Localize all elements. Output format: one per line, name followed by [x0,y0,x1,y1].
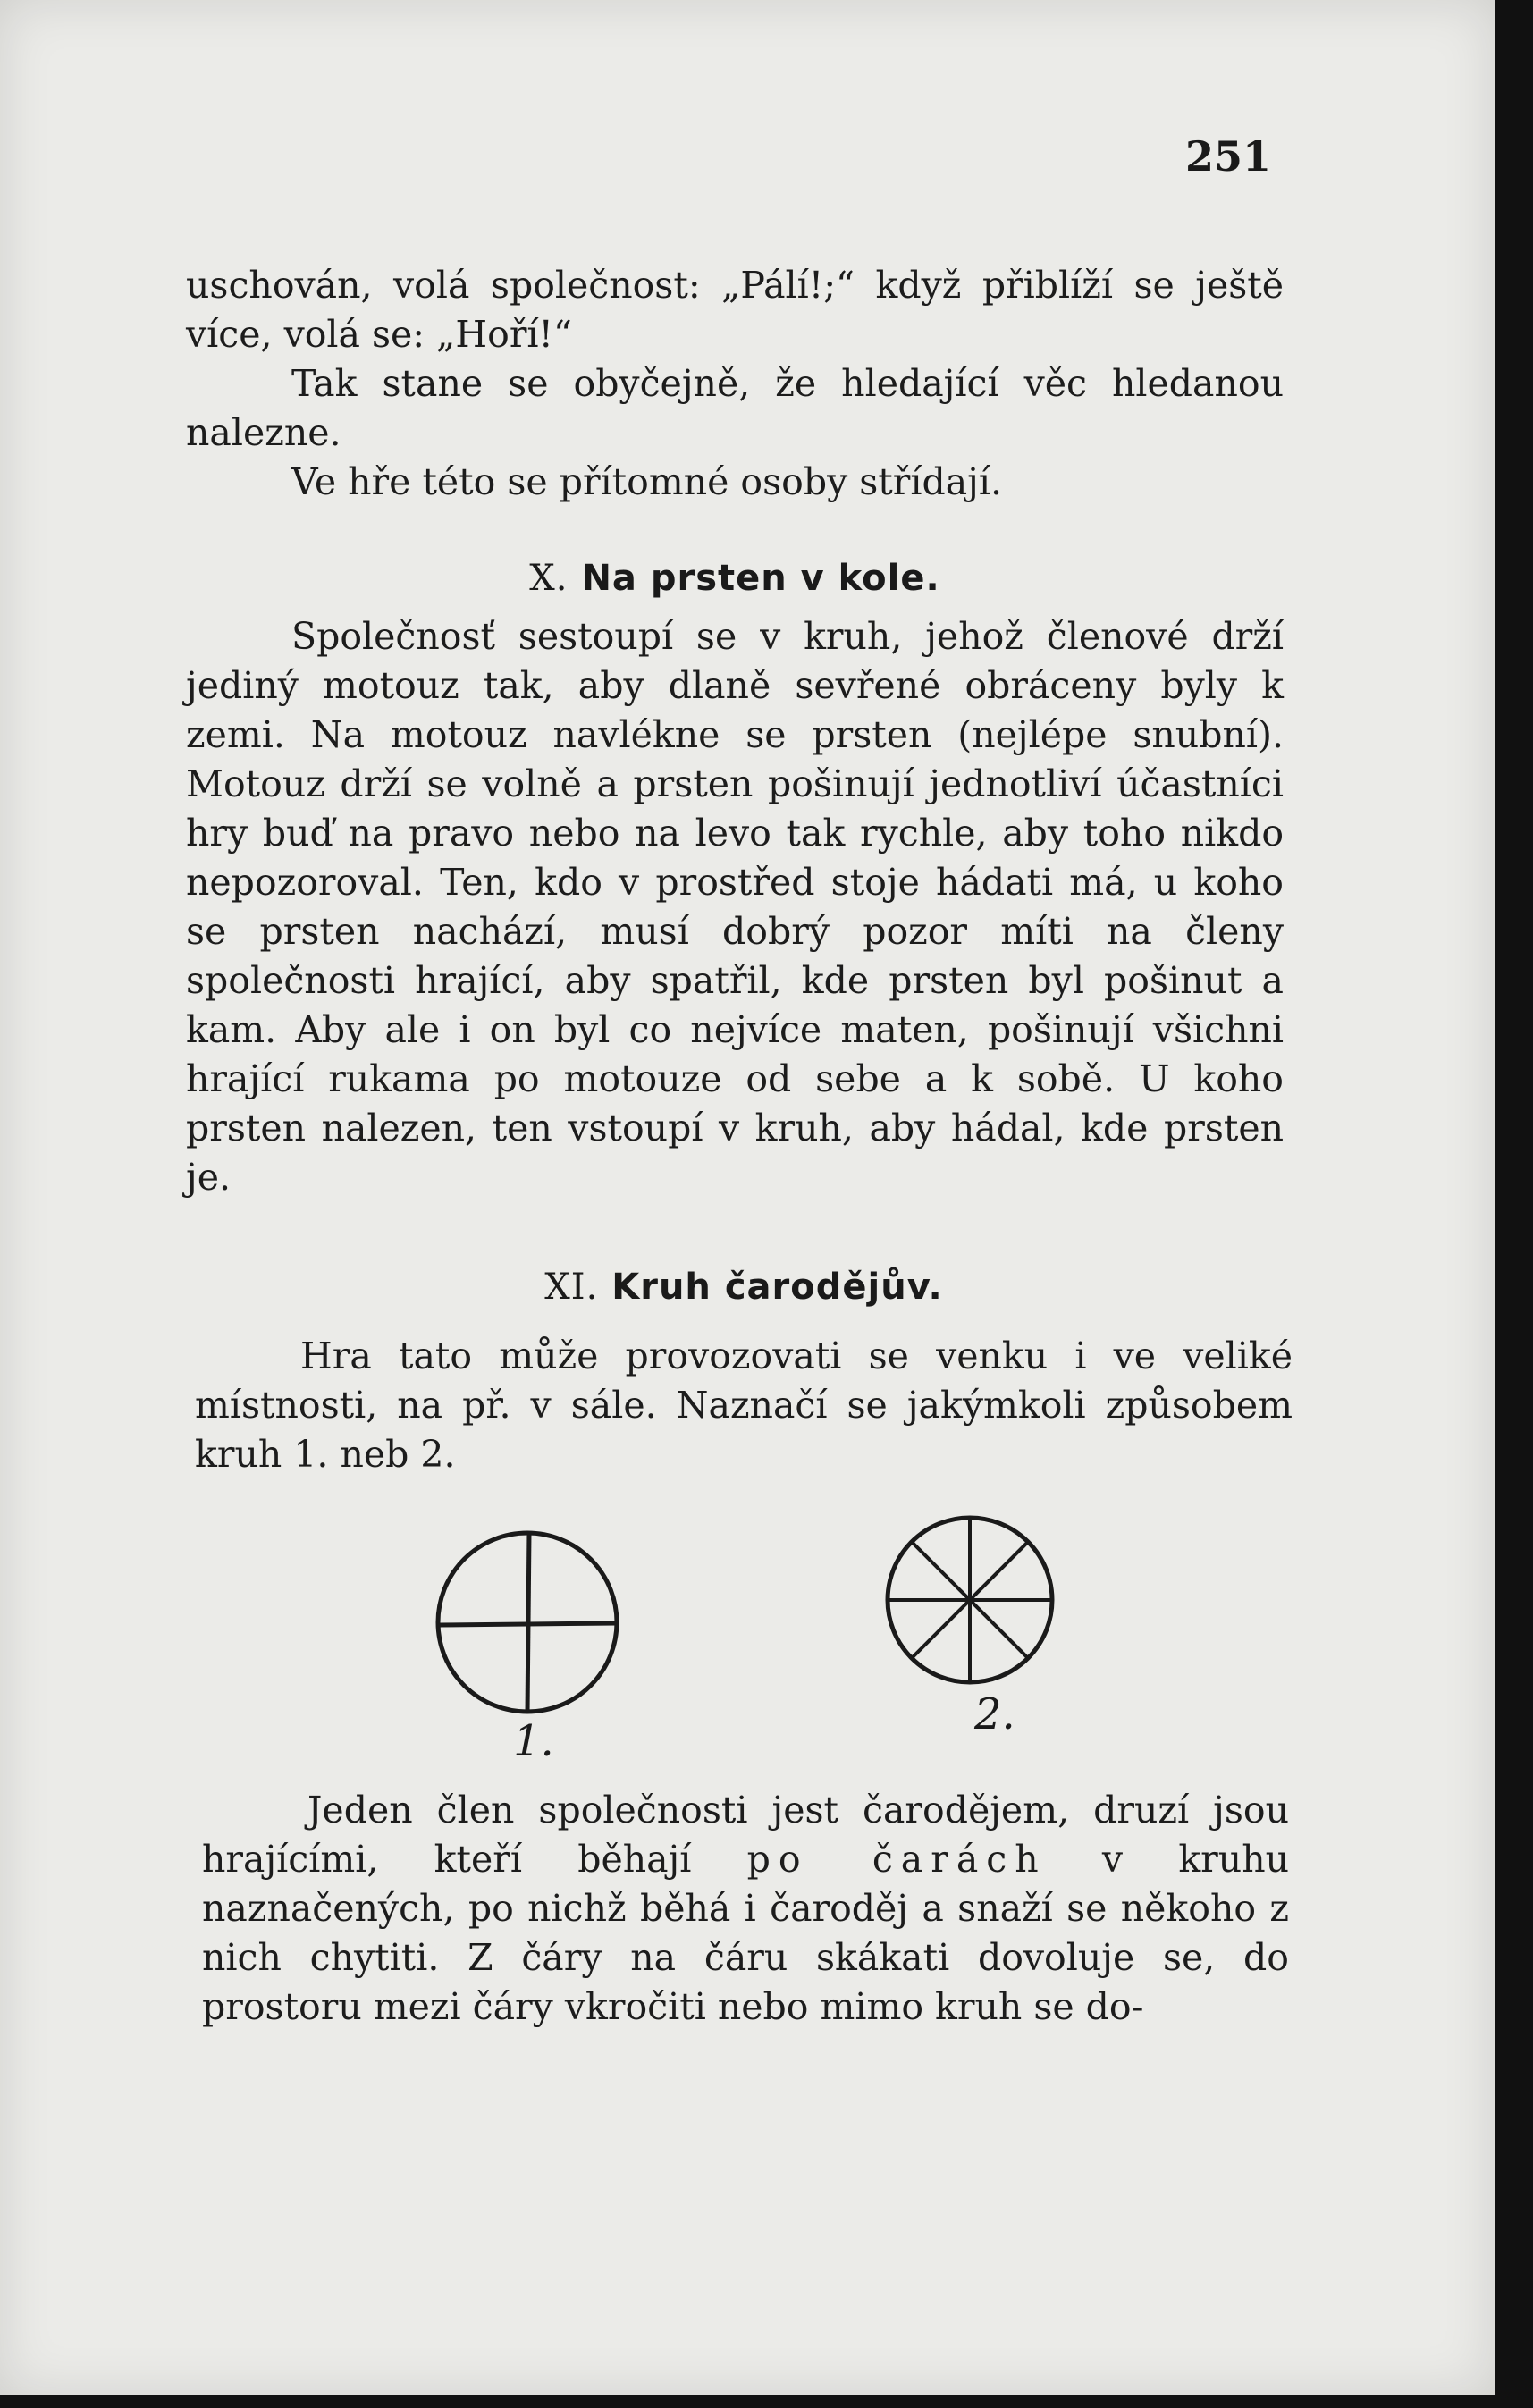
paragraph-continuation: uschován, volá společnost: „Pálí!;“ když přiblíží se ještě více, volá se: „Hoří!“ [186,264,1284,356]
figure-1-label: 1. [513,1716,554,1766]
circle-cross-figure [429,1520,644,1734]
text-block-bottom [202,1786,1289,2032]
paragraph-wizard [202,1786,1289,2032]
paragraph-wizard-part1: Jeden člen společnosti jest čarodějem, druzí jsou hrajícími, kteří běhají [202,1789,1289,1881]
section-xi-title: Kruh čarodějův. [611,1267,943,1308]
section-x [186,554,1284,1202]
page-number: 251 [1184,132,1271,181]
paragraph-alternate: Ve hře této se přítomné osoby střídají. [291,460,1003,503]
paragraph-wizard-part2: v kruhu naznačených, po nichž běhá i čaroděj a snaží se někoho z nich chytiti. Z čáry na čáru skákati dovoluje se, do prostoru mezi čáry vkročiti nebo mimo kruh se do- [202,1838,1290,2028]
section-x-paragraph: Společnosť sestoupí se v kruh, jehož členové drží jediný motouz tak, aby dlaně sevřené obráceny byly k zemi. Na motouz navlékne se prsten (nejlépe snubní). Motouz drží se volně a prsten pošinují jednotliví účastníci hry buď na pravo nebo na levo tak rychle, aby toho nikdo nepozoroval. Ten, kdo v prostřed stoje hádati má, u koho se prsten nachází, musí dobrý pozor míti na členy společnosti hrající, aby spatřil, kde prsten byl pošinut a kam. Aby ale i on byl co nejvíce maten, pošinují všichni hrající rukama po motouze od sebe a k sobě. U koho prsten nalezen, ten vstoupí v kruh, aby hádal, kde prsten je. [186,615,1284,1199]
text-block-top [186,261,1284,507]
section-xi-number: XI. [544,1267,599,1308]
section-xi-heading [195,1263,1293,1312]
figure-1-vertical-line [527,1533,529,1712]
paragraph-wizard-spaced: po čarách [746,1838,1047,1881]
section-x-title: Na prsten v kole. [581,558,940,599]
paragraph-result: Tak stane se obyčejně, že hledající věc hledanou nalezne. [186,362,1284,454]
section-x-heading [186,554,1284,603]
section-x-number: X. [529,558,569,599]
section-xi [195,1263,1293,1479]
figure-2-label: 2. [974,1689,1015,1739]
section-xi-paragraph: Hra tato může provozovati se venku i ve veliké místnosti, na př. v sále. Naznačí se jakýmkoli způsobem kruh 1. neb 2. [195,1335,1293,1476]
circle-spokes-figure [880,1511,1068,1698]
